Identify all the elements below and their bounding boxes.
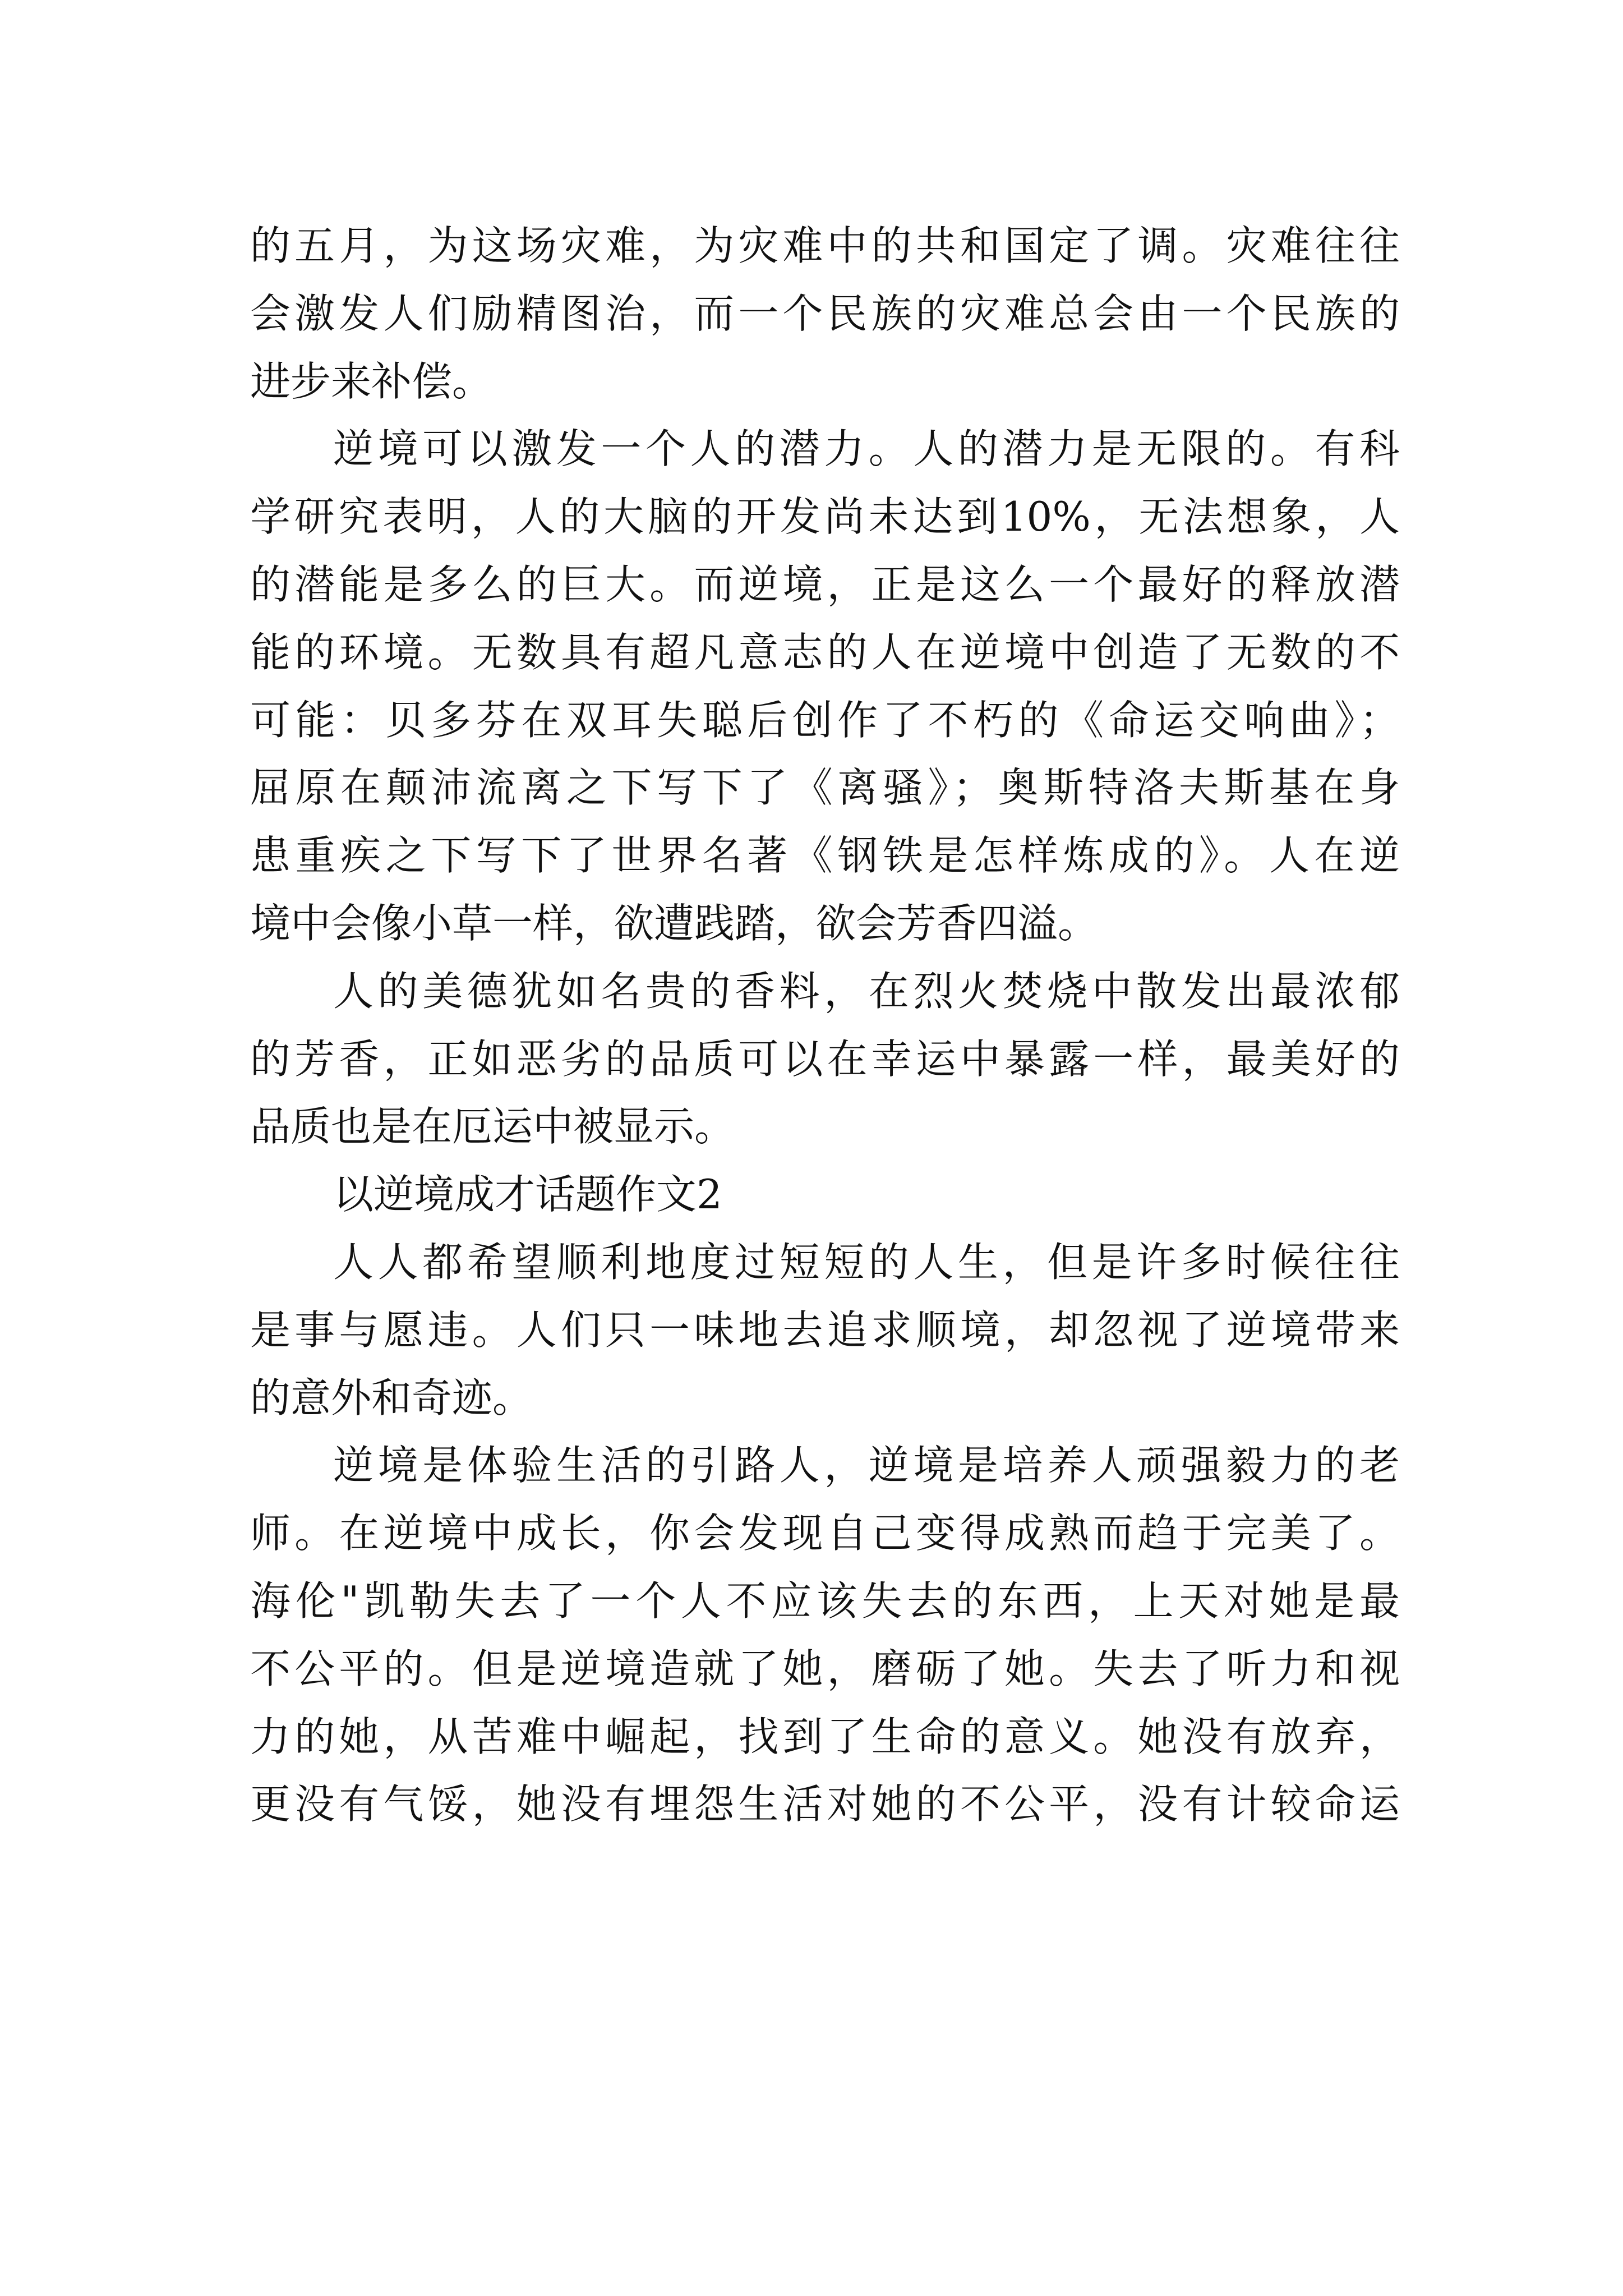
text-line: 会激发人们励精图治，而一个民族的灾难总会由一个民族的	[250, 289, 1400, 337]
text-line: 境中会像小草一样，欲遭践踏，欲会芳香四溢。	[250, 899, 1099, 947]
text-line: 进步来补偿。	[250, 357, 493, 405]
section-heading: 以逆境成才话题作文2	[333, 1171, 722, 1218]
text-line: 的意外和奇迹。	[250, 1374, 533, 1421]
text-line: 力的她，从苦难中崛起，找到了生命的意义。她没有放弃，	[250, 1713, 1400, 1760]
text-line: 可能：贝多芬在双耳失聪后创作了不朽的《命运交响曲》；	[250, 696, 1400, 744]
text-line: 品质也是在厄运中被显示。	[250, 1103, 735, 1151]
text-line: 学研究表明，人的大脑的开发尚未达到10%，无法想象，人	[250, 493, 1400, 541]
text-line: 更没有气馁，她没有埋怨生活对她的不公平，没有计较命运	[250, 1780, 1400, 1828]
text-line: 屈原在颠沛流离之下写下了《离骚》；奥斯特洛夫斯基在身	[250, 764, 1400, 812]
text-line: 海伦"凯勒失去了一个人不应该失去的东西，上天对她是最	[250, 1577, 1400, 1625]
text-line: 患重疾之下写下了世界名著《钢铁是怎样炼成的》。人在逆	[250, 832, 1400, 880]
text-line: 人人都希望顺利地度过短短的人生，但是许多时候往往	[333, 1238, 1400, 1286]
text-line: 不公平的。但是逆境造就了她，磨砺了她。失去了听力和视	[250, 1645, 1400, 1692]
text-line: 的芳香，正如恶劣的品质可以在幸运中暴露一样，最美好的	[250, 1035, 1400, 1083]
essay-body	[250, 212, 1400, 1838]
text-line: 的潜能是多么的巨大。而逆境，正是这么一个最好的释放潜	[250, 560, 1400, 608]
text-line: 人的美德犹如名贵的香料，在烈火焚烧中散发出最浓郁	[333, 967, 1400, 1015]
text-line: 的五月，为这场灾难，为灾难中的共和国定了调。灾难往往	[250, 222, 1400, 269]
text-line: 师。在逆境中成长，你会发现自己变得成熟而趋于完美了。	[250, 1510, 1400, 1557]
text-line: 逆境是体验生活的引路人，逆境是培养人顽强毅力的老	[333, 1442, 1400, 1489]
text-line: 能的环境。无数具有超凡意志的人在逆境中创造了无数的不	[250, 628, 1400, 676]
text-line: 是事与愿违。人们只一味地去追求顺境，却忽视了逆境带来	[250, 1306, 1400, 1354]
text-line: 逆境可以激发一个人的潜力。人的潜力是无限的。有科	[333, 425, 1400, 473]
